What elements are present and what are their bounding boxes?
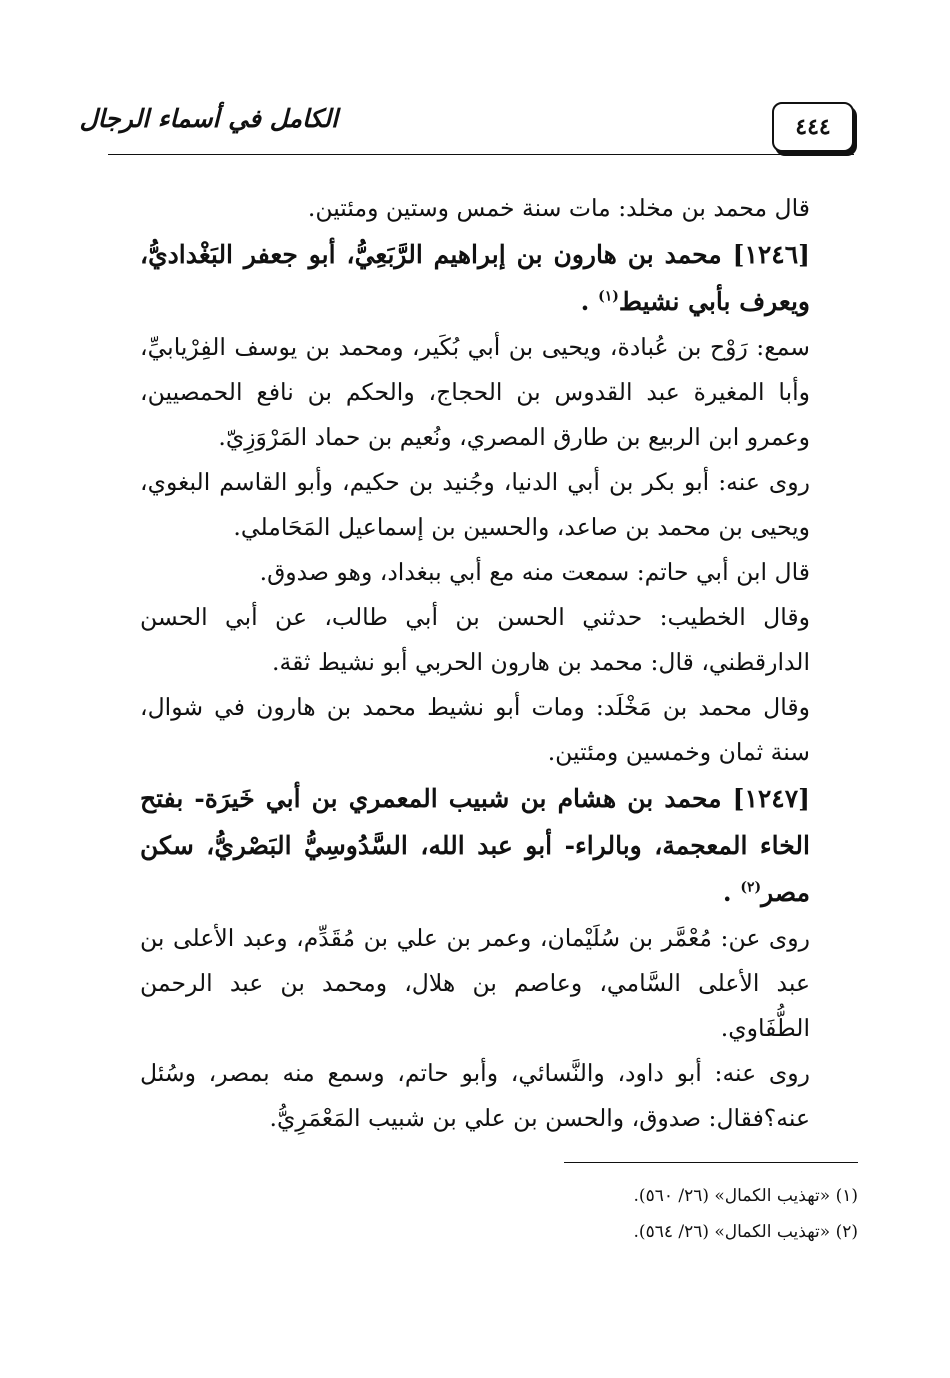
page-header <box>79 92 854 154</box>
footnote-rule <box>564 1162 858 1163</box>
footnote: (٢) «تهذيب الكمال» (٢٦/ ٥٦٤). <box>633 1222 858 1242</box>
footnote-marker: (٢) <box>740 879 762 896</box>
entry-heading-1247: [١٢٤٧] محمد بن هشام بن شبيب المعمري بن أبي خَيرَة- بفتح الخاء المعجمة، وبالراء- أبو عبد الله، السَّدُوسِيُّ البَصْريُّ، سكن مصر$^{(٢)}$ . <box>140 784 810 907</box>
paragraph: قال ابن أبي حاتم: سمعت منه مع أبي ببغداد، وهو صدوق. <box>259 558 810 586</box>
entry-heading-1246: [١٢٤٦] محمد بن هارون بن إبراهيم الرَّبَعِيُّ، أبو جعفر البَغْداديُّ، ويعرف بأبي نشيط$^{(١)}$ . <box>140 240 810 316</box>
paragraph: سمع: رَوْح بن عُبادة، ويحيى بن أبي بُكَير، ومحمد بن يوسف الفِرْيابيِّ، وأبا المغيرة عبد القدوس بن الحجاج، والحكم بن نافع الحمصيين، وعمرو ابن الربيع بن طارق المصري، ونُعيم بن حماد المَرْوَزِيّ. <box>140 333 810 451</box>
paragraph: روى عنه: أبو بكر بن أبي الدنيا، وجُنيد بن حكيم، وأبو القاسم البغوي، ويحيى بن محمد بن صاعد، والحسين بن إسماعيل المَحَاملي. <box>140 468 810 541</box>
footnote-marker: (١) <box>598 288 619 305</box>
page-number: ٤٤٤ <box>772 102 854 152</box>
footnote: (١) «تهذيب الكمال» (٢٦/ ٥٦٠). <box>633 1186 858 1206</box>
book-title: الكامل في أسماء الرجال <box>79 104 338 133</box>
footnotes <box>358 1178 858 1250</box>
paragraph: روى عنه: أبو داود، والنَّسائي، وأبو حاتم، وسمع منه بمصر، وسُئل عنه؟فقال: صدوق، والحسن بن علي بن شبيب المَعْمَرِيُّ. <box>140 1059 810 1132</box>
paragraph: وقال الخطيب: حدثني الحسن بن أبي طالب، عن أبي الحسن الدارقطني، قال: محمد بن هارون الحربي أبو نشيط ثقة. <box>140 603 810 676</box>
main-text <box>140 186 810 1141</box>
paragraph: روى عن: مُعْمَّر بن سُلَيْمان، وعمر بن علي بن مُقَدِّم، وعبد الأعلى بن عبد الأعلى السَّامي، وعاصم بن هلال، ومحمد بن عبد الرحمن الطُّفَاوي. <box>140 924 810 1042</box>
paragraph: قال محمد بن مخلد: مات سنة خمس وستين ومئتين. <box>307 194 810 222</box>
header-rule <box>108 154 854 155</box>
paragraph: وقال محمد بن مَخْلَد: ومات أبو نشيط محمد بن هارون في شوال، سنة ثمان وخمسين ومئتين. <box>140 693 810 766</box>
